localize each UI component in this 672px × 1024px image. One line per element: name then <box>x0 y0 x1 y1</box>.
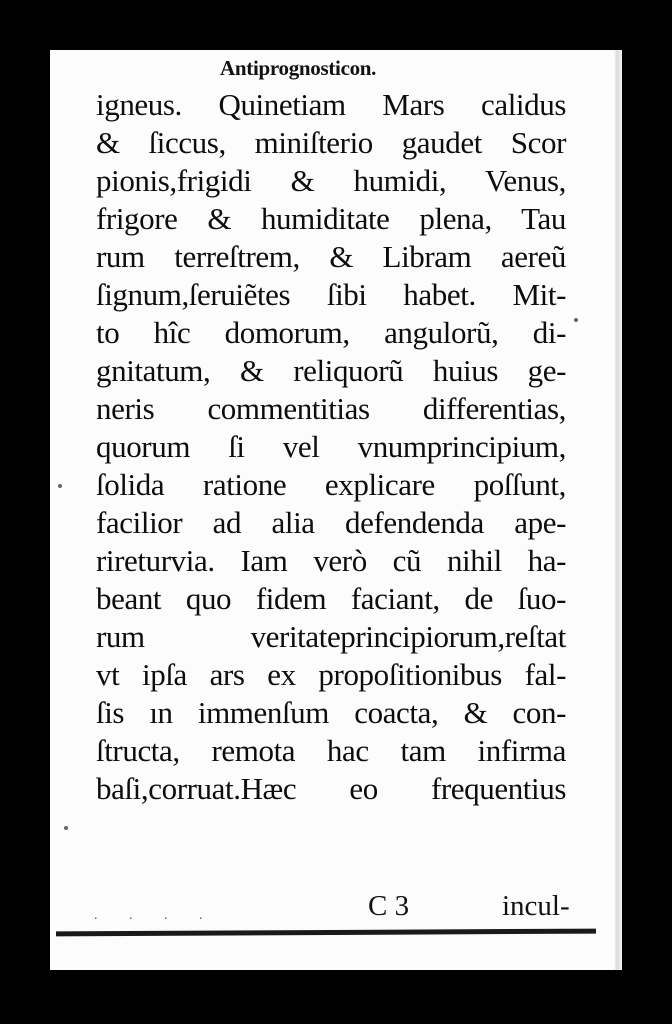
text-line: ſignum,ſeruiẽtes ſibi habet. Mit- <box>96 277 566 312</box>
running-head: Antiprognosticon. <box>220 56 377 80</box>
text-line: quorum ſi vel vnumprincipium, <box>96 429 566 464</box>
text-line: baſi,corruat.Hæc eo frequentius <box>96 771 566 806</box>
text-line: pionis,frigidi & humidi, Venus, <box>96 163 566 198</box>
text-line: ſtructa, remota hac tam infirma <box>96 733 566 768</box>
text-line: to hîc domorum, angulorũ, di- <box>96 315 566 350</box>
text-line: ſolida ratione explicare poſſunt, <box>96 467 566 502</box>
book-page <box>50 50 622 970</box>
signature-mark: C 3 <box>368 890 410 922</box>
bottom-rule <box>56 929 596 937</box>
ink-specks: . . . . <box>94 908 217 923</box>
body-text <box>96 86 566 808</box>
text-line: & ſiccus, miniſterio gaudet Scor <box>96 125 566 160</box>
text-line: beant quo fidem faciant, de ſuo- <box>96 581 566 616</box>
text-line: facilior ad alia defendenda ape- <box>96 505 566 540</box>
text-line: igneus. Quinetiam Mars calidus <box>96 87 566 122</box>
catchword: incul- <box>502 890 570 922</box>
text-line: rum terreſtrem, & Libram aereũ <box>96 239 566 274</box>
text-line: neris commentitias differentias, <box>96 391 566 426</box>
text-line: rum veritateprincipiorum,reſtat <box>96 619 566 654</box>
text-line: gnitatum, & reliquorũ huius ge- <box>96 353 566 388</box>
page-edge-shadow <box>614 50 622 970</box>
margin-speck <box>574 318 578 322</box>
signature-line <box>90 890 580 922</box>
margin-speck <box>64 826 68 830</box>
text-line: rireturvia. Iam verò cũ nihil ha- <box>96 543 566 578</box>
text-line: vt ipſa ars ex propoſitionibus fal- <box>96 657 566 692</box>
margin-speck <box>58 484 62 488</box>
text-line: ſis ın immenſum coacta, & con- <box>96 695 566 730</box>
text-line: frigore & humiditate plena, Tau <box>96 201 566 236</box>
